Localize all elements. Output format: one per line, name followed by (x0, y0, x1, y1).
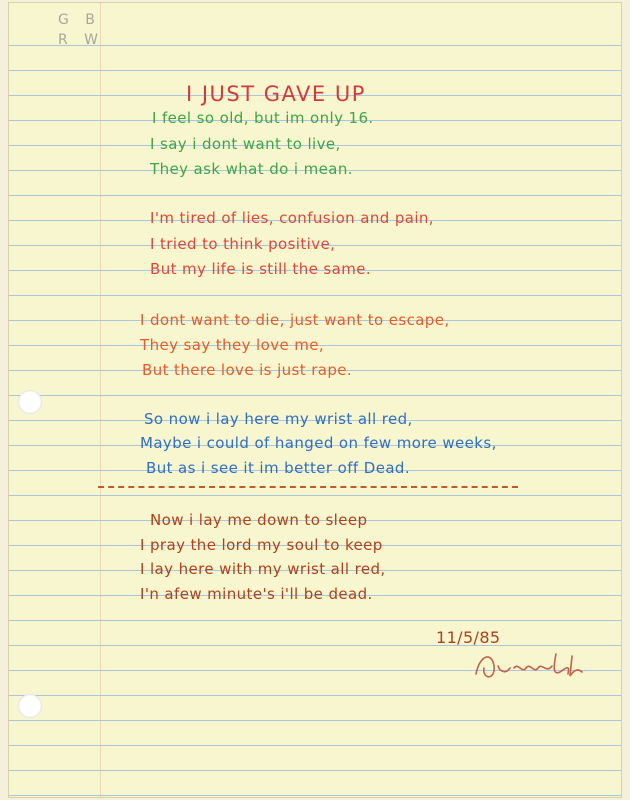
punch-hole (18, 694, 42, 718)
poem-date: 11/5/85 (436, 628, 501, 647)
poem-line: They say they love me, (140, 336, 325, 354)
poem-line: Maybe i could of hanged on few more weeks, (140, 434, 497, 452)
poem-line: But my life is still the same. (150, 260, 372, 278)
poem-title: I JUST GAVE UP (186, 82, 366, 106)
poem-line: They ask what do i mean. (150, 160, 353, 178)
poem-line: Now i lay me down to sleep (150, 511, 368, 529)
poem-line: I feel so old, but im only 16. (152, 109, 374, 127)
poem-line: I pray the lord my soul to keep (140, 536, 383, 554)
poem-line: I'm tired of lies, confusion and pain, (150, 209, 434, 227)
corner-mark: R W (58, 32, 105, 48)
punch-hole (18, 390, 42, 414)
handwritten-signature (470, 646, 590, 686)
poem-line: I dont want to die, just want to escape, (140, 311, 450, 329)
poem-line: But as i see it im better off Dead. (146, 459, 411, 477)
poem-line: I'n afew minute's i'll be dead. (140, 585, 373, 603)
poem-line: But there love is just rape. (142, 361, 353, 379)
poem-line: So now i lay here my wrist all red, (144, 410, 413, 428)
poem-line: I tried to think positive, (150, 235, 336, 253)
margin-line (100, 2, 101, 798)
poem-line: I say i dont want to live, (150, 135, 341, 153)
poem-line: I lay here with my wrist all red, (140, 560, 386, 578)
corner-mark: G B (58, 12, 101, 28)
dashed-divider (98, 486, 518, 488)
